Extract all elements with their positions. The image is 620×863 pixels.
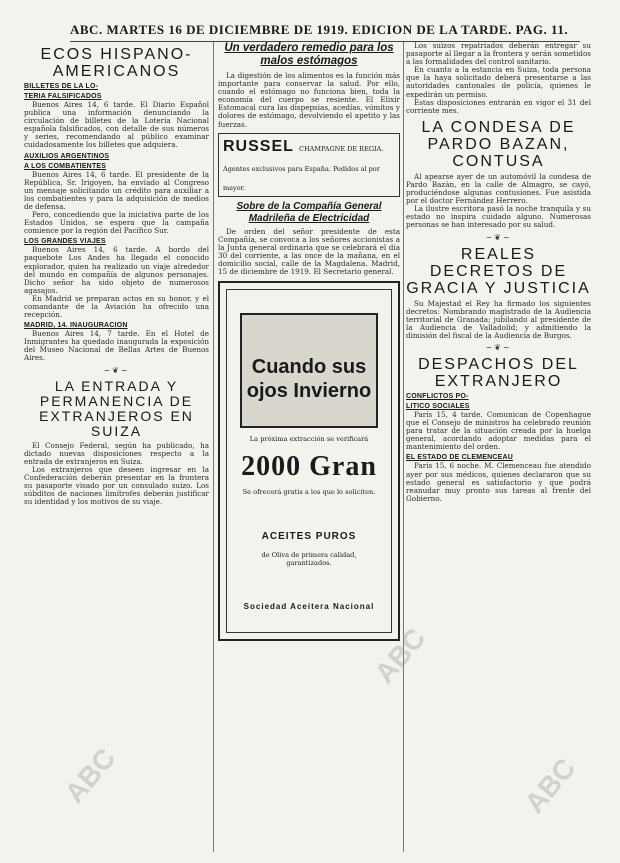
column-2 xyxy=(218,42,400,641)
column-rule-2 xyxy=(403,42,404,852)
subhead-viajes: LOS GRANDES VIAJES xyxy=(24,238,106,246)
subhead-loteria: TERIA FALSIFICADOS xyxy=(24,93,102,100)
watermark: ABC xyxy=(368,622,432,689)
watermark: ABC xyxy=(58,742,122,809)
ad-russel-text: CHAMPAGNE DE REGIA. Agentes exclusivos para España. Pedidos al por mayor. xyxy=(223,144,384,192)
section-title-condesa: LA CONDESA DE PARDO BAZAN, CONTUSA xyxy=(421,118,576,170)
article-suiza-cont: Los suizos repatriados deberán entregar su pasaporte al llegar a la frontera y serán sometidos a las formalidades del control sanitario. xyxy=(406,41,591,67)
column-1 xyxy=(24,42,209,506)
ad-electricidad-title: Sobre de la Compañía General Madrileña de Electricidad xyxy=(236,200,382,224)
section-title-despachos: DESPACHOS DEL EXTRANJERO xyxy=(418,355,579,390)
subhead-billetes: BILLETES DE LA LO- xyxy=(24,83,99,90)
ad-big-title: 2000 Gran xyxy=(241,451,377,483)
article-billetes: Buenos Aires 14, 6 tarde. El Diario Español publica una información denunciando la circulación de billetes de la Lotería Nacional española falsificados, con detalle de sus números y series, recomendando al público examinar cuidadosamente los billetes que adquiera. xyxy=(24,100,209,150)
ad-caption: La próxima extracción se verificará xyxy=(249,435,369,444)
article-auxilios-2: Pero, concediendo que la iniciativa parte de los Estados Unidos, se espera que la campaña comience por la región del Pacífico Sur. xyxy=(24,210,209,236)
ad-russel xyxy=(218,133,400,197)
ad-line-2: ACEITES PUROS xyxy=(261,531,357,543)
ad-banner-text: Cuando sus ojos Invierno xyxy=(246,356,372,403)
article-condesa-2: La ilustre escritora pasó la noche tranquila y su estado no inspira cuidado alguno. Numerosas personas se han interesado por su salud. xyxy=(406,204,591,230)
watermark: ABC xyxy=(518,752,582,819)
ad-line-3: de Oliva de primera calidad, garantizados. xyxy=(261,551,357,568)
subhead-auxilios: AUXILIOS ARGENTINOS xyxy=(24,152,110,160)
article-viajes-2: En Madrid se preparan actos en su honor, y el comandante de la Aviación ha ofrecido una recepción. xyxy=(24,293,209,320)
article-clemenceau: París 15, 6 noche. M. Clemenceau fue atendido ayer por sus médicos, quienes declararon que su estado general es satisfactorio y que podrá reanudar muy pronto sus tareas al frente del Gobierno. xyxy=(406,461,591,503)
ornament-divider-icon: ~❦~ xyxy=(485,342,512,352)
subhead-combatientes: A LOS COMBATIENTES xyxy=(24,162,107,170)
subhead-clemenceau: EL ESTADO DE CLEMENCEAU xyxy=(406,454,514,462)
ad-banner-illustration xyxy=(240,313,378,428)
ad-russel-brand: RUSSEL xyxy=(223,137,294,155)
ornament-divider-icon: ~❦~ xyxy=(103,365,130,375)
article-viajes: Buenos Aires 14, 6 tarde. A bordo del paquebote Los Andes ha llegado el conocido explorador, quien ha realizado un viaje alrededor del mundo en compañía de algunos personajes. Dicho señor ha sido objeto de numerosos agasajos. xyxy=(24,245,209,295)
article-suiza-cont-2: En cuanto a la estancia en Suiza, toda persona que la haya solicitado deberá presentarse a las autoridades cantonales de policía, quienes le expedirán un permiso. xyxy=(406,65,591,99)
article-auxilios: Buenos Aires 14, 6 tarde. El presidente de la República, Sr. Irigoyen, ha enviado al Congreso un mensaje solicitando un crédito para auxiliar a los combatientes y para la adquisición de medios de defensa. xyxy=(24,169,209,211)
article-suiza: El Consejo Federal, según ha publicado, ha dictado nuevas disposiciones respecto a la entrada de extranjeros en Suiza. xyxy=(24,440,209,466)
ad-aceites xyxy=(218,281,400,641)
article-conflictos: París 15, 4 tarde. Comunican de Copenhague que el Consejo de ministros ha celebrado reunión para tratar de la situación creada por la huelga general, acordando adoptar medidas para el mantenimiento del orden. xyxy=(406,409,591,452)
subhead-sociales: LITICO SOCIALES xyxy=(406,402,470,410)
section-title-suiza: LA ENTRADA Y PERMANENCIA DE EXTRANJEROS EN SUIZA xyxy=(39,377,194,439)
ad-footer: Sociedad Aceitera Nacional xyxy=(243,602,375,612)
ad-remedio-title: Un verdadero remedio para los malos estómagos xyxy=(224,42,394,67)
ad-line-1: Se ofrecerá gratis a los que lo soliciten. xyxy=(242,488,376,497)
article-condesa: Al apearse ayer de un automóvil la condesa de Pardo Bazán, en la calle de Almagro, se cayó, produciéndose algunas contusiones. Fue asistida por el doctor Fernández Herrero. xyxy=(406,171,591,206)
article-inauguracion: Buenos Aires 14, 7 tarde. En el Hotel de Inmigrantes ha quedado inaugurada la exposición del Museo Nacional de Bellas Artes de Buenos Aires. xyxy=(24,329,209,363)
column-3 xyxy=(406,42,591,503)
article-decretos: Su Majestad el Rey ha firmado los siguientes decretos: Nombrando magistrado de la Audiencia territorial de Granada; jubilando al presidente de la Audiencia de Valladolid; y admitiendo la dimisión del fiscal de la Audiencia de Burgos. xyxy=(406,298,591,340)
masthead: ABC. MARTES 16 DE DICIEMBRE DE 1919. EDICION DE LA TARDE. PAG. 11. xyxy=(70,22,580,42)
article-suiza-cont-3: Estas disposiciones entrarán en vigor el 31 del corriente mes. xyxy=(406,97,591,115)
subhead-inauguracion: MADRID, 14. INAUGURACION xyxy=(24,322,128,330)
ad-remedio-text: La digestión de los alimentos es la función más importante para conservar la salud. Por ello, cuando el estómago no funciona bien, toda la economía del cuerpo se resiente. El Elixir Estomacal cura las dispepsias, acedías, vómitos y dolores de estómago, devolviendo el apetito y las fuerzas. xyxy=(218,71,400,129)
section-title-ecos: ECOS HISPANO-AMERICANOS xyxy=(40,46,193,80)
subhead-conflictos: CONFLICTOS PO- xyxy=(406,392,469,400)
article-suiza-2: Los extranjeros que deseen ingresar en la Confederación deberán presentar en la frontera su pasaporte visado por un consulado suizo. Los súbditos de naciones limítrofes deberán justificar su identidad y los motivos de su viaje. xyxy=(24,464,209,507)
ornament-divider-icon: ~❦~ xyxy=(485,232,512,242)
ad-electricidad-text: De orden del señor presidente de esta Compañía, se convoca a los señores accionistas a la Junta general ordinaria que se celebrará el día 30 del corriente, a las once de la mañana, en el domicilio social, calle de la Magdalena. Madrid, 15 de diciembre de 1919. El Secretario general. xyxy=(218,226,400,277)
section-title-decretos: REALES DECRETOS DE GRACIA Y JUSTICIA xyxy=(406,245,591,297)
column-rule-1 xyxy=(213,42,214,852)
